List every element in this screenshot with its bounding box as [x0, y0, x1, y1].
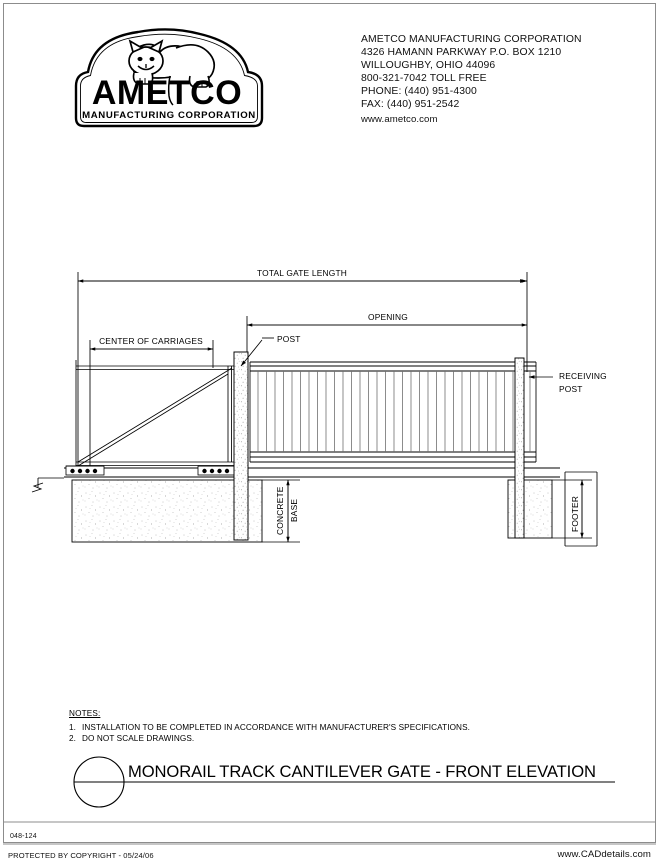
phone-number: PHONE: (440) 951-4300: [361, 86, 477, 98]
note-text: INSTALLATION TO BE COMPLETED IN ACCORDANCE WITH MANUFACTURER'S SPECIFICATIONS.: [82, 722, 471, 732]
company-name: AMETCO MANUFACTURING CORPORATION: [361, 34, 582, 45]
note-item: [69, 733, 549, 745]
note-number: 1.: [69, 722, 77, 732]
company-website: www.ametco.com: [361, 113, 438, 125]
notes-block: [69, 709, 549, 745]
note-item: [69, 722, 549, 734]
detail-number: 048-124: [10, 833, 37, 840]
callout-label-post: POST: [277, 334, 301, 344]
note-text: DO NOT SCALE DRAWINGS.: [82, 734, 195, 744]
dim-label-center-of-carriages: CENTER OF CARRIAGES: [99, 336, 203, 346]
dim-label-total-gate-length: TOTAL GATE LENGTH: [256, 268, 348, 278]
svg-text:MANUFACTURING CORPORATION: MANUFACTURING CORPORATION: [82, 110, 256, 121]
note-number: 2.: [69, 734, 77, 744]
fax-number: FAX: (440) 951-2542: [361, 99, 460, 111]
callout-label-receiving-post-1: RECEIVING: [559, 371, 607, 381]
dim-label-opening: OPENING: [367, 312, 409, 322]
caddetails-website: www.CADdetails.com: [557, 849, 651, 860]
dim-label-footer: FOOTER: [570, 495, 580, 532]
notes-heading: NOTES:: [69, 709, 101, 718]
address-line-2: WILLOUGHBY, OHIO 44096: [361, 60, 496, 72]
sheet-title: MONORAIL TRACK CANTILEVER GATE - FRONT ELEVATION: [128, 762, 596, 781]
toll-free-number: 800-321-7042 TOLL FREE: [361, 73, 487, 85]
dim-label-base: BASE: [289, 498, 299, 522]
svg-text:AMETCO: AMETCO: [91, 74, 243, 112]
dim-label-concrete: CONCRETE: [275, 486, 285, 535]
copyright-notice: PROTECTED BY COPYRIGHT - 05/24/06: [8, 851, 154, 860]
callout-label-receiving-post-2: POST: [559, 384, 583, 394]
address-line-1: 4326 HAMANN PARKWAY P.O. BOX 1210: [361, 47, 562, 59]
